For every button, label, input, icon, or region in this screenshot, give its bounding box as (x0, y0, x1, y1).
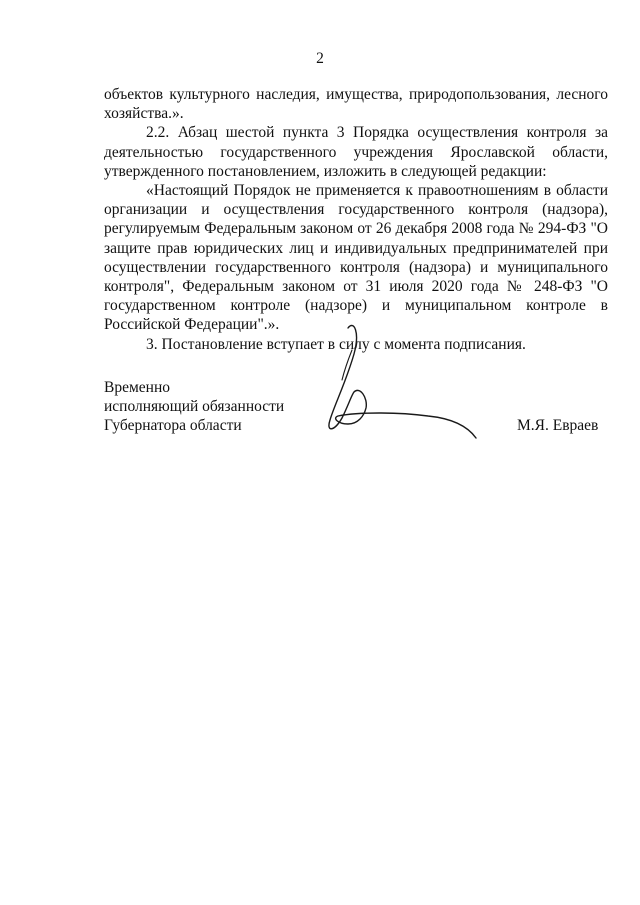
document-body (104, 85, 608, 354)
signatory-title (104, 378, 284, 436)
paragraph-clause-2-2: 2.2. Абзац шестой пункта 3 Порядка осуществления контроля за деятельностью государственного учреждения Ярославской области, утвержденного постановлением, изложить в следующей редакции: (104, 124, 608, 180)
signatory-title-line: исполняющий обязанности (104, 398, 285, 416)
signatory-title-line: Временно (104, 379, 170, 396)
signatory-title-line: Губернатора области (104, 417, 242, 435)
paragraph-clause-3: 3. Постановление вступает в силу с момента подписания. (146, 335, 526, 353)
paragraph-quote: «Настоящий Порядок не применяется к правоотношениям в области организации и осуществления государственного контроля (надзора), регулируемым Федеральным законом от 26 декабря 2008 года № 294-ФЗ "О защите прав юридических лиц и индивидуальных предпринимателей при осуществлении государственного контроля (надзора) и муниципального контроля", Федеральным законом от 31 июля 2020 года № 248-ФЗ "О государственном контроле (надзоре) и муниципальном контроле в Российской Федерации".». (104, 182, 608, 334)
page-number: 2 (316, 50, 324, 67)
paragraph-continuation: объектов культурного наследия, имущества, природопользования, лесного хозяйства.». (104, 86, 608, 123)
handwritten-signature (308, 320, 508, 450)
signatory-name: М.Я. Евраев (517, 417, 599, 434)
